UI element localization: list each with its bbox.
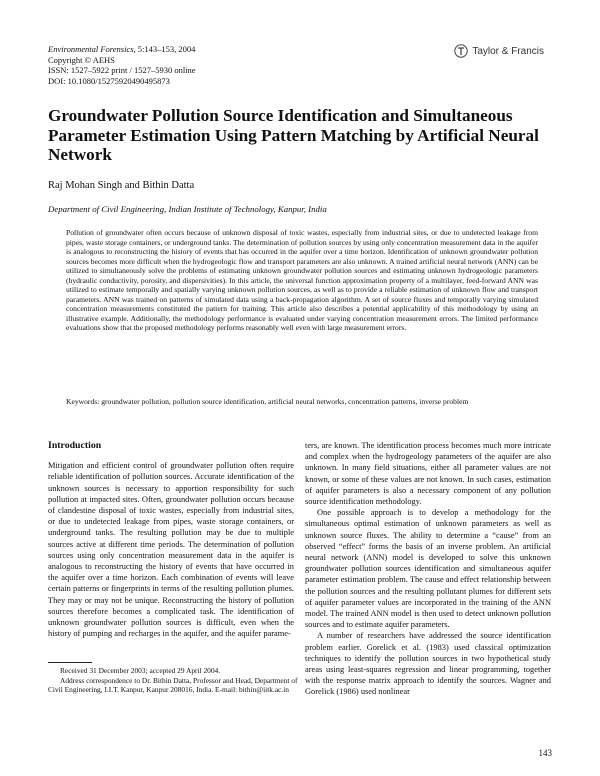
footnote-divider [48, 662, 92, 663]
publisher-logo-icon [454, 44, 468, 58]
publisher-logo [454, 44, 544, 58]
article-authors: Raj Mohan Singh and Bithin Datta [48, 180, 195, 191]
right-column [305, 440, 551, 698]
author-affiliation: Department of Civil Engineering, Indian Institute of Technology, Kanpur, India [48, 204, 327, 214]
paragraph: ters, are known. The identification process becomes much more intricate and complex when the hydrogeology parameters of the aquifer are also unknown. In many field situations, either all parameter values are not known, or some of these values are not known. In such cases, estimation of aquifer parameters is also a necessary component of any pollution source identification methodology. [305, 441, 551, 507]
paragraph: Mitigation and efficient control of groundwater pollution often require reliable identification of pollution sources. Accurate identification of the unknown sources is necessary to apportion responsibility for such pollution at impacted sites. Often, groundwater pollution occurs because of clandestine disposal of toxic wastes, especially from industrial sites, or due to undetected leakage from pipes, waste storage containers, or underground tanks. The resulting pollution may be due to multiple sources active at different time periods. The determination of pollution sources using only concentration measurement data in the aquifer is analogous to reconstructing the history of events that have occurred in the aquifer over a time horizon. Each combination of events will leave certain patterns or fingerprints in terms of the resulting pollution plumes. They may or may not be unique. Reconstructing the history of pollution sources therefore becomes a complicated task. The identification of unknown groundwater pollution sources is difficult, even when the history of pumping and recharges in the aquifer, and the aquifer parame- [48, 461, 294, 639]
abstract-text: Pollution of groundwater often occurs because of unknown disposal of toxic wastes, especially from industrial sites, or due to undetected leakage from pipes, waste storage containers, or underground tanks. The determination of pollution sources by using only concentration measurement data in the aquifer is analogous to reconstructing the history of events that has occurred in the aquifer over a time horizon. Identification of unknown groundwater pollution sources becomes more difficult when the hydrogeologic flow and transport parameters are also unknown. A trained artificial neural network (ANN) can be utilized to simultaneously solve the problems of estimating unknown groundwater pollution sources and estimating unknown hydrogeologic parameters (hydraulic conductivity, porosity, and dispersivities). In this article, the universal function approximation property of a multilayer, feed-forward ANN was utilized to estimate temporally and spatially varying unknown pollution sources, as well as to provide a reliable estimation of unknown flow and transport parameters. ANN was trained on patterns of simulated data using a back-propagation algorithm. A set of source fluxes and temporally varying simulated concentration measurements constituted the pattern for training. This article also describes a potential applicability of this methodology by using an illustrative example. Additionally, the methodology performance is evaluated under varying concentration measurement errors. The limited performance evaluations show that the proposed methodology performs reasonably well even with large measurement errors. [66, 228, 538, 332]
journal-name: Environmental Forensics, [48, 44, 136, 54]
journal-volume: 5:143–153, 2004 [135, 44, 196, 54]
article-title: Groundwater Pollution Source Identification and Simultaneous Parameter Estimation Using Pattern Matching by Artificial Neural Network [48, 106, 539, 165]
page-number: 143 [538, 748, 552, 758]
journal-metadata [48, 44, 196, 86]
abstract [66, 228, 538, 333]
journal-citation [48, 44, 196, 55]
paragraph: A number of researchers have addressed the source identification problem earlier. Gorelick et al. (1983) used classical optimization techniques to identify the pollution sources in two hypothetical study areas using least-squares regression and linear programming, together with the response matrix approach to identify the sources. Wagner and Gorelick (1986) used nonlinear [305, 631, 551, 697]
publisher-name: Taylor & Francis [472, 45, 544, 57]
left-column [48, 440, 294, 639]
received-dates: Received 31 December 2003; accepted 29 April 2004. [60, 666, 221, 675]
doi-line: DOI: 10.1080/15275920490495873 [48, 75, 170, 86]
section-heading: Introduction [48, 440, 102, 451]
footnote [48, 666, 298, 695]
correspondence-address: Address correspondence to Dr. Bithin Datta, Professor and Head, Department of Civil Engineering, I.I.T. Kanpur, Kanpur 208016, India. E-mail: bithin@iitk.ac.in [48, 675, 298, 694]
keywords: Keywords: groundwater pollution, pollution source identification, artificial neural networks, concentration patterns, inverse problem [66, 397, 469, 406]
issn-line: ISSN: 1527–5922 print / 1527–5930 online [48, 65, 196, 76]
copyright-line: Copyright © AEHS [48, 54, 115, 65]
paragraph: One possible approach is to develop a methodology for the simultaneous optimal estimation of unknown parameters as well as unknown source fluxes. The ability to determine a “cause” from an observed “effect” forms the basis of an inverse problem. An artificial neural network (ANN) model is developed to solve this unknown groundwater pollution sources identification and simultaneous aquifer parameter estimation problem. The cause and effect relationship between the pollution sources and the resulting pollutant plumes for different sets of aquifer parameter values are incorporated in the training of the ANN model. The trained ANN model is then used to detect unknown pollution sources and to estimate aquifer parameters. [305, 508, 551, 630]
